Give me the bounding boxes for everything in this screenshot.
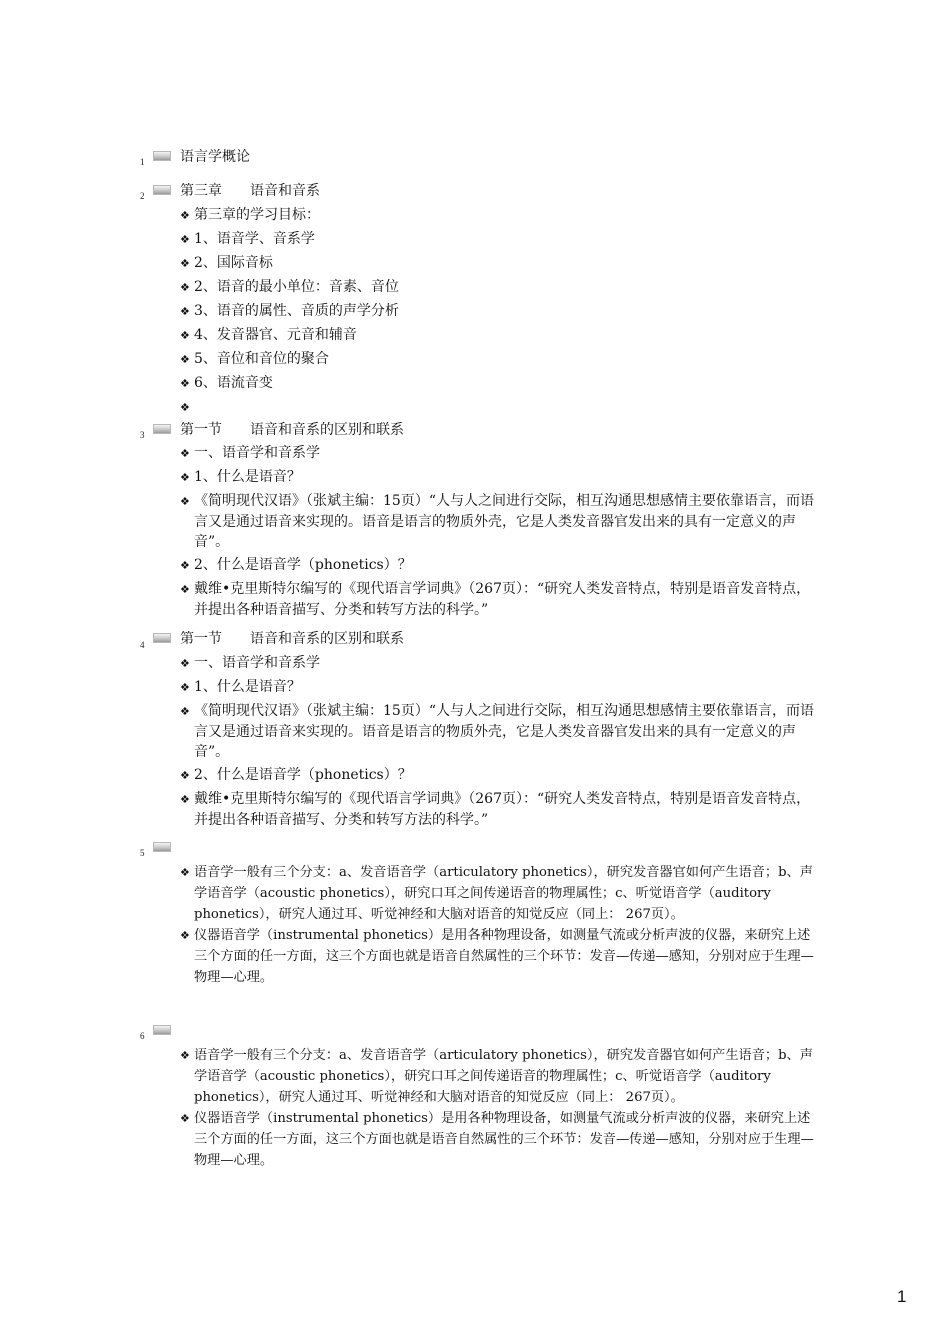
diamond-bullet-icon: ❖ bbox=[180, 793, 190, 806]
slide-number: 2 bbox=[140, 191, 145, 201]
bullet-list bbox=[180, 862, 820, 988]
diamond-bullet-icon: ❖ bbox=[180, 559, 190, 572]
list-item: ❖ 仪器语音学（instrumental phonetics）是用各种物理设备，如测量气流或分析声波的仪器，来研究上述三个方面的任一方面，这三个方面也就是语音自然属性的三个环节：发音—传递—感知，分别对应于生理—物理—心理。 bbox=[180, 925, 820, 988]
diamond-bullet-icon: ❖ bbox=[180, 447, 190, 460]
list-item: ❖ 5、音位和音位的聚合 bbox=[180, 349, 820, 370]
list-item: ❖ 2、语音的最小单位：音素、音位 bbox=[180, 277, 820, 298]
list-item bbox=[180, 397, 820, 418]
list-item: ❖ 1、语音学、音系学 bbox=[180, 229, 820, 250]
list-item: ❖ 语音学一般有三个分支：a、发音语音学（articulatory phonetics），研究发音器官如何产生语音；b、声学语音学（acoustic phonetics），研究口耳之间传递语音的物理属性；c、听觉语音学（auditory phonetics），研究人通过耳、听觉神经和大脑对语音的知觉反应（同上： 267页）。 bbox=[180, 1045, 820, 1108]
slide-thumbnail-icon bbox=[153, 424, 171, 434]
slide-thumbnail-icon bbox=[153, 151, 171, 161]
diamond-bullet-icon: ❖ bbox=[180, 401, 190, 414]
list-item: ❖ 语音学一般有三个分支：a、发音语音学（articulatory phonetics），研究发音器官如何产生语音；b、声学语音学（acoustic phonetics），研究口耳之间传递语音的物理属性；c、听觉语音学（auditory phonetics），研究人通过耳、听觉神经和大脑对语音的知觉反应（同上： 267页）。 bbox=[180, 862, 820, 925]
list-item: ❖ 2、什么是语音学（phonetics）？ bbox=[180, 555, 820, 576]
list-item: ❖ 一、语音学和音系学 bbox=[180, 443, 820, 464]
slide-number: 3 bbox=[140, 430, 145, 440]
bullet-list bbox=[180, 205, 820, 421]
bullet-list bbox=[180, 1045, 820, 1171]
list-item: ❖ 一、语音学和音系学 bbox=[180, 653, 820, 674]
diamond-bullet-icon: ❖ bbox=[180, 769, 190, 782]
list-item: ❖ 1、什么是语音？ bbox=[180, 677, 820, 698]
diamond-bullet-icon: ❖ bbox=[180, 257, 190, 270]
bullet-list bbox=[180, 443, 820, 623]
diamond-bullet-icon: ❖ bbox=[180, 495, 190, 508]
slide-title: 语言学概论 bbox=[180, 149, 250, 165]
diamond-bullet-icon: ❖ bbox=[180, 1112, 190, 1125]
diamond-bullet-icon: ❖ bbox=[180, 657, 190, 670]
slide-number: 6 bbox=[140, 1031, 145, 1041]
bullet-list bbox=[180, 653, 820, 833]
list-item: ❖ 戴维•克里斯特尔编写的《现代语言学词典》（267页）：“研究人类发音特点，特别是语音发音特点，并提出各种语音描写、分类和转写方法的科学。” bbox=[180, 791, 811, 828]
list-item: ❖ 第三章的学习目标： bbox=[180, 205, 820, 226]
diamond-bullet-icon: ❖ bbox=[180, 233, 190, 246]
diamond-bullet-icon: ❖ bbox=[180, 377, 190, 390]
list-item: ❖ 仪器语音学（instrumental phonetics）是用各种物理设备，如测量气流或分析声波的仪器，来研究上述三个方面的任一方面，这三个方面也就是语音自然属性的三个环节：发音—传递—感知，分别对应于生理—物理—心理。 bbox=[180, 1108, 820, 1171]
diamond-bullet-icon: ❖ bbox=[180, 353, 190, 366]
list-item: ❖ 3、语音的属性、音质的声学分析 bbox=[180, 301, 820, 322]
slide-thumbnail-icon bbox=[153, 1025, 171, 1035]
slide-thumbnail-icon bbox=[153, 185, 171, 195]
list-item: ❖ 《简明现代汉语》（张斌主编：15页）“人与人之间进行交际，相互沟通思想感情主要依靠语言，而语言又是通过语音来实现的。语音是语言的物质外壳，它是人类发音器官发出来的具有一定意义的声音”。 bbox=[180, 493, 814, 550]
diamond-bullet-icon: ❖ bbox=[180, 209, 190, 222]
list-item: ❖ 《简明现代汉语》（张斌主编：15页）“人与人之间进行交际，相互沟通思想感情主要依靠语言，而语言又是通过语音来实现的。语音是语言的物质外壳，它是人类发音器官发出来的具有一定意义的声音”。 bbox=[180, 703, 814, 760]
slide-title: 第三章 语音和音系 bbox=[180, 183, 320, 199]
slide-thumbnail-icon bbox=[153, 633, 171, 643]
diamond-bullet-icon: ❖ bbox=[180, 281, 190, 294]
list-item: ❖ 6、语流音变 bbox=[180, 373, 820, 394]
diamond-bullet-icon: ❖ bbox=[180, 929, 190, 942]
slide-number: 4 bbox=[140, 640, 145, 650]
list-item: ❖ 戴维•克里斯特尔编写的《现代语言学词典》（267页）：“研究人类发音特点，特别是语音发音特点，并提出各种语音描写、分类和转写方法的科学。” bbox=[180, 581, 811, 618]
diamond-bullet-icon: ❖ bbox=[180, 1049, 190, 1062]
diamond-bullet-icon: ❖ bbox=[180, 329, 190, 342]
diamond-bullet-icon: ❖ bbox=[180, 305, 190, 318]
list-item: ❖ 2、国际音标 bbox=[180, 253, 820, 274]
diamond-bullet-icon: ❖ bbox=[180, 583, 190, 596]
slide-number: 5 bbox=[140, 848, 145, 858]
diamond-bullet-icon: ❖ bbox=[180, 705, 190, 718]
diamond-bullet-icon: ❖ bbox=[180, 471, 190, 484]
slide-number: 1 bbox=[140, 157, 145, 167]
diamond-bullet-icon: ❖ bbox=[180, 866, 190, 879]
slide-title: 第一节 语音和音系的区别和联系 bbox=[180, 631, 404, 647]
list-item: ❖ 1、什么是语音？ bbox=[180, 467, 820, 488]
slide-title: 第一节 语音和音系的区别和联系 bbox=[180, 422, 404, 438]
list-item: ❖ 4、发音器官、元音和辅音 bbox=[180, 325, 820, 346]
slide-thumbnail-icon bbox=[153, 842, 171, 852]
diamond-bullet-icon: ❖ bbox=[180, 681, 190, 694]
list-item: ❖ 2、什么是语音学（phonetics）？ bbox=[180, 765, 820, 786]
page-number: 1 bbox=[897, 1287, 907, 1306]
